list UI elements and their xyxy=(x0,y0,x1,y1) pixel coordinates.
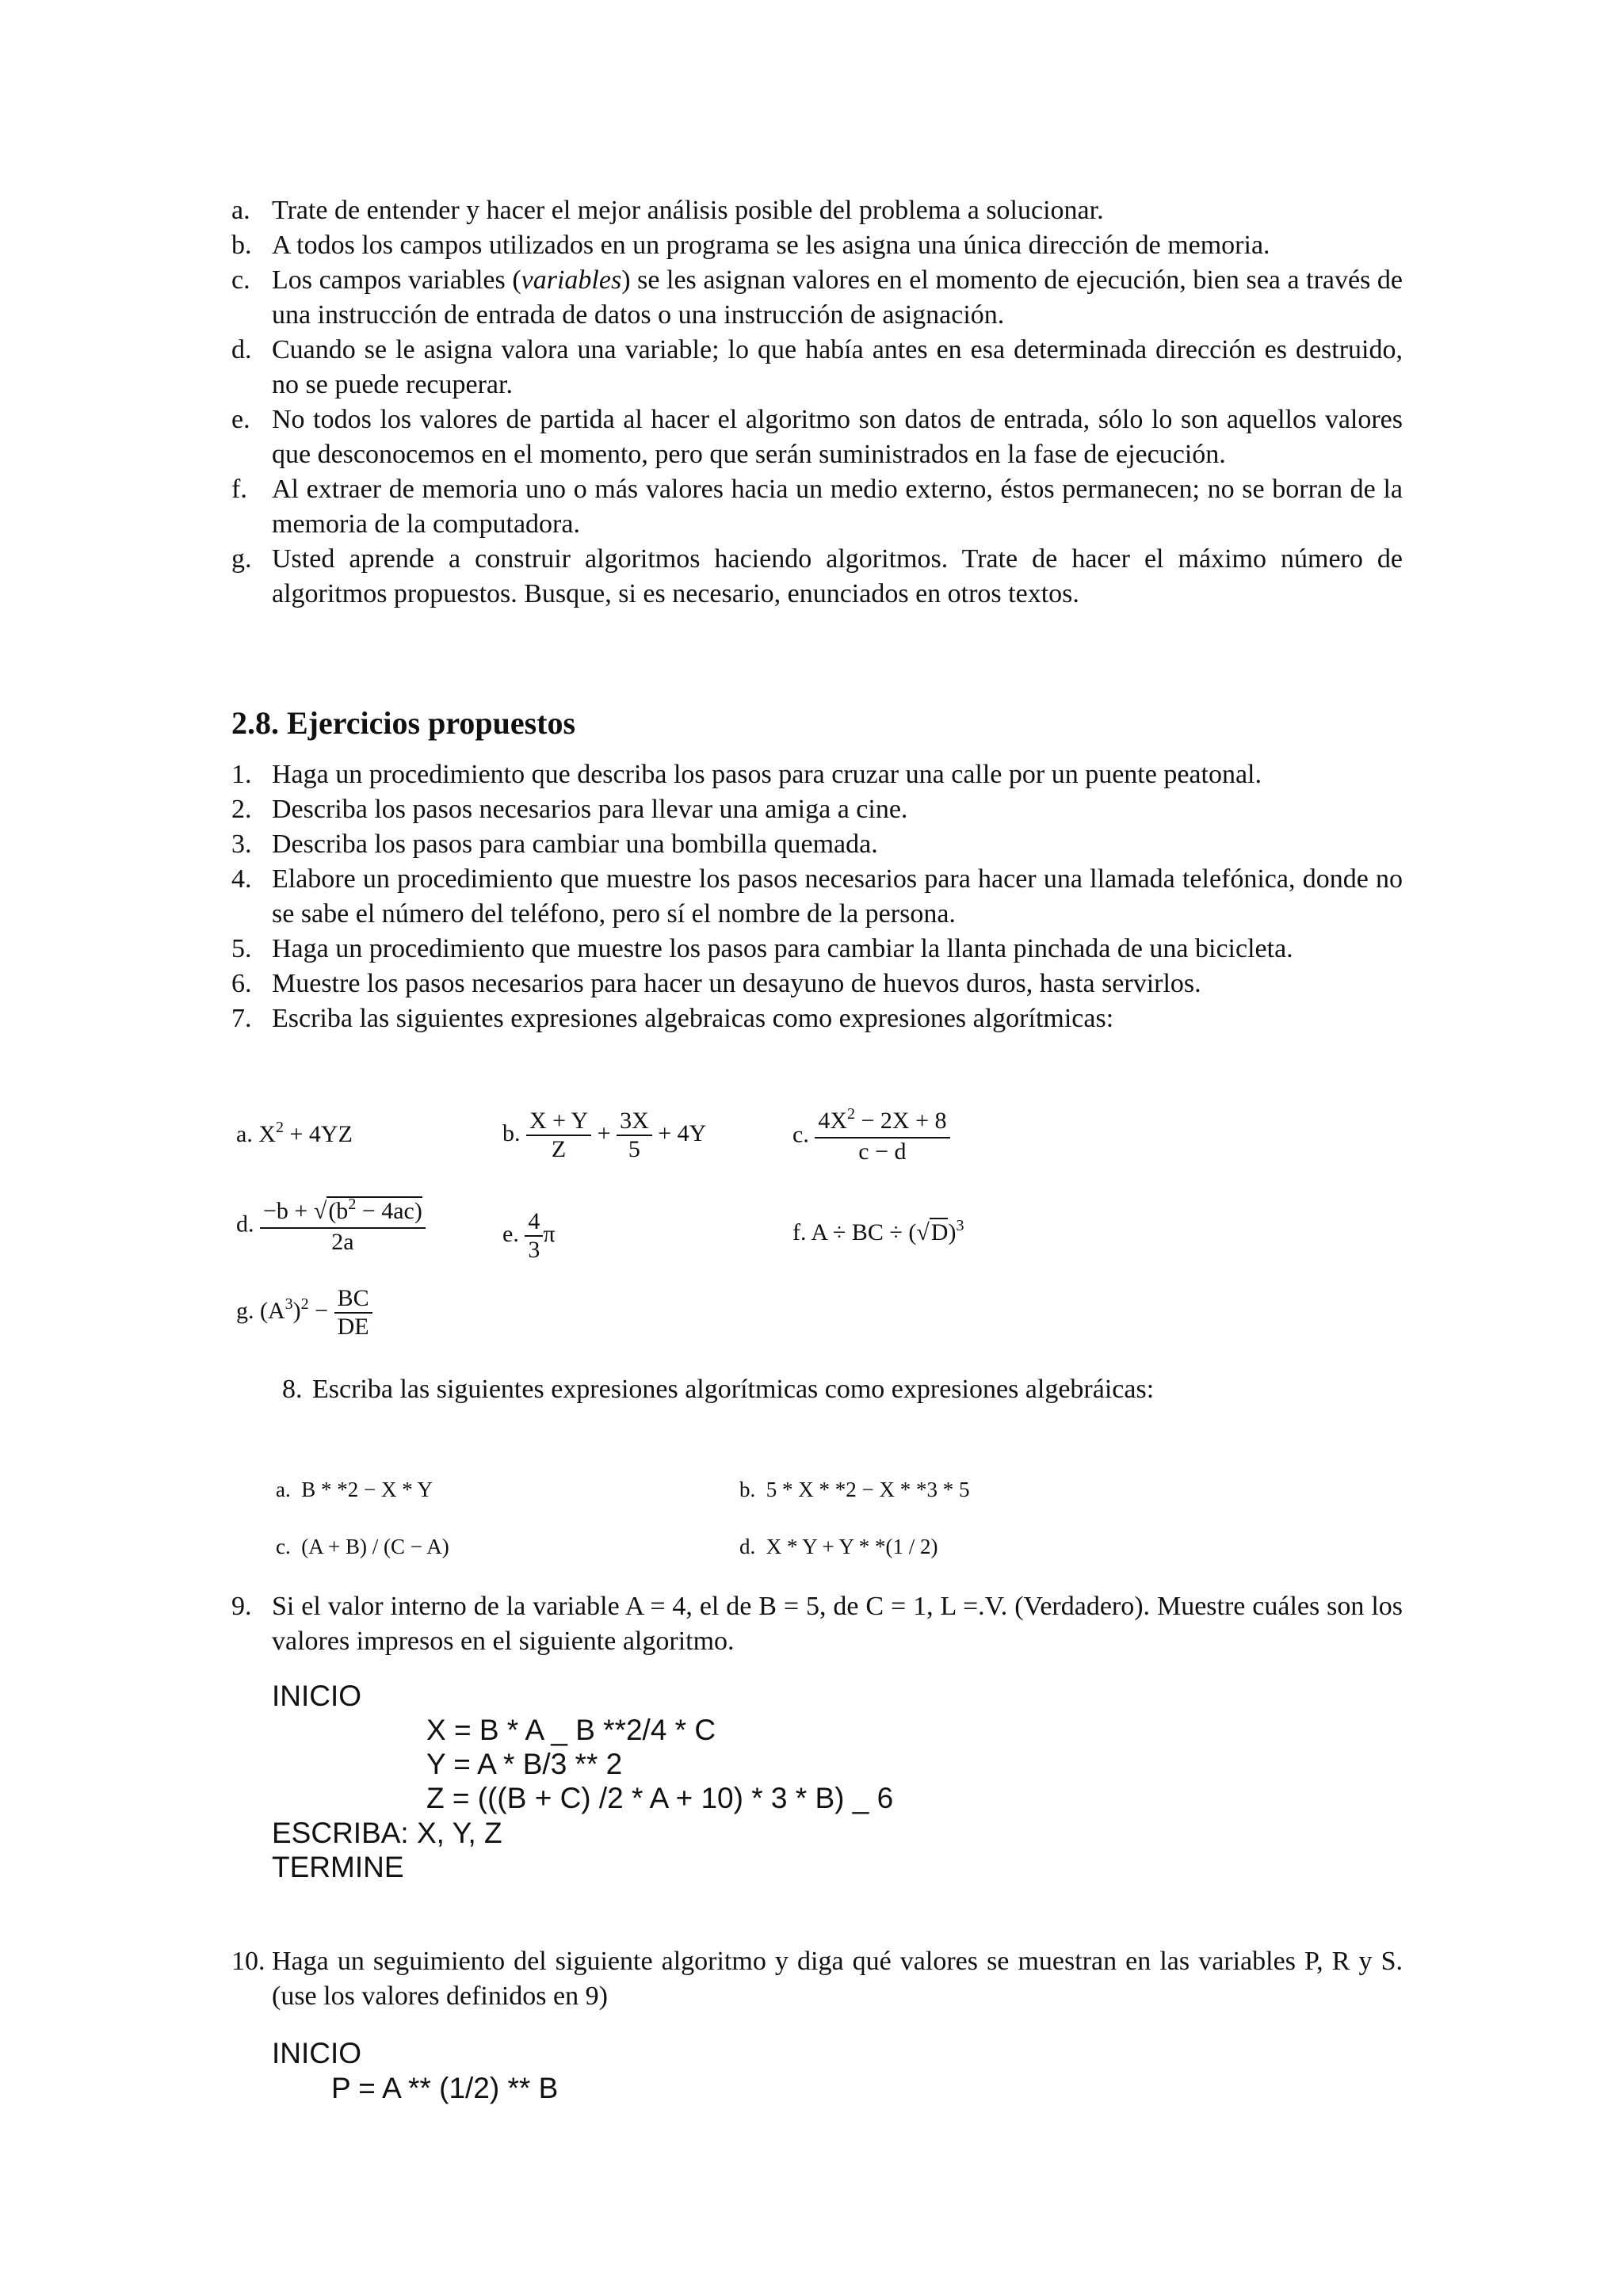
pi-symbol: π xyxy=(543,1220,556,1247)
list-marker: 8. xyxy=(282,1375,303,1404)
list-item xyxy=(231,757,1403,792)
expression-text: + 4YZ xyxy=(289,1121,353,1147)
expression-a xyxy=(236,1121,353,1150)
expression-e xyxy=(502,1208,555,1264)
list-item xyxy=(231,263,1403,333)
list-marker: 1. xyxy=(231,760,252,789)
expression-text: −b + xyxy=(263,1198,314,1224)
expression-label: d. xyxy=(739,1535,756,1558)
list-marker: 5. xyxy=(231,934,252,963)
radicand xyxy=(327,1196,422,1227)
exponent: 2 xyxy=(847,1105,855,1123)
expression-text: − 4ac) xyxy=(356,1198,422,1224)
expression-label: g. xyxy=(236,1297,254,1324)
list-text-emphasis: variables xyxy=(521,265,622,295)
list-text: Usted aprende a construir algoritmos haciendo algoritmos. Trate de hacer el máximo número de algoritmos propuestos. Busque, si es necesario, enunciados en otros textos. xyxy=(272,544,1403,608)
expression-g xyxy=(236,1285,372,1341)
list-text: Haga un procedimiento que describa los pasos para cruzar una calle por un puente peatonal. xyxy=(272,760,1262,789)
fraction xyxy=(617,1108,652,1163)
expression-b xyxy=(502,1108,706,1163)
fraction xyxy=(334,1285,372,1341)
exercise-10 xyxy=(231,1944,1403,2014)
operator: − xyxy=(315,1297,329,1324)
denominator: DE xyxy=(337,1314,369,1340)
list-item xyxy=(231,472,1403,542)
operator: + xyxy=(597,1119,611,1146)
expression-d xyxy=(236,1196,426,1256)
expression-text: (b xyxy=(328,1198,349,1224)
expression-text: ) xyxy=(292,1297,301,1324)
fraction xyxy=(260,1196,426,1256)
list-marker: b. xyxy=(231,231,252,260)
list-marker: 3. xyxy=(231,830,252,859)
radicand: D xyxy=(930,1219,949,1245)
expression-label: d. xyxy=(236,1211,254,1238)
list-text: Los campos variables ( xyxy=(272,265,521,295)
list-item xyxy=(231,193,1403,228)
exponent: 3 xyxy=(956,1217,964,1234)
expression-text: ) xyxy=(948,1219,957,1245)
list-text: Trate de entender y hacer el mejor análisis posible del problema a solucionar. xyxy=(272,196,1104,225)
list-marker: f. xyxy=(231,475,247,504)
expression-label: f. xyxy=(792,1219,807,1245)
radical-icon: √ xyxy=(313,1198,327,1224)
expression-text: B * *2 − X * Y xyxy=(301,1478,433,1501)
expression-text: 4X xyxy=(818,1108,847,1134)
exercise-8 xyxy=(282,1372,1154,1407)
exponent: 2 xyxy=(348,1196,357,1213)
list-item xyxy=(231,542,1403,612)
fraction xyxy=(525,1208,543,1264)
list-item xyxy=(231,1589,1403,1659)
code-line: P = A ** (1/2) ** B xyxy=(331,2072,559,2104)
list-item xyxy=(231,967,1403,1001)
list-marker: 10. xyxy=(231,1947,265,1976)
expression-f xyxy=(792,1218,964,1249)
denominator: c − d xyxy=(858,1138,907,1165)
list-item xyxy=(231,862,1403,932)
expression-text: A ÷ BC ÷ ( xyxy=(811,1219,917,1245)
list-item xyxy=(231,932,1403,967)
expression-label: c. xyxy=(792,1121,809,1148)
expression-text: − 2X + 8 xyxy=(861,1108,947,1134)
list-text: ) se les asignan valores en el momento de ejecución, bien sea a través de una instrucción de entrada de datos o una instrucción de asignación. xyxy=(272,265,1403,330)
list-marker: a. xyxy=(231,196,250,225)
list-text: Muestre los pasos necesarios para hacer un desayuno de huevos duros, hasta servirlos. xyxy=(272,969,1201,998)
list-item xyxy=(231,228,1403,263)
list-text: Escriba las siguientes expresiones algorítmicas como expresiones algebráicas: xyxy=(312,1375,1155,1404)
numerator: BC xyxy=(334,1285,372,1314)
expression-8d xyxy=(739,1533,938,1560)
list-marker: e. xyxy=(231,405,250,434)
numerator: 4 xyxy=(525,1208,543,1237)
fraction xyxy=(526,1108,591,1163)
list-item xyxy=(231,827,1403,862)
list-item xyxy=(231,1001,1403,1036)
code-line: ESCRIBA: X, Y, Z xyxy=(272,1817,502,1849)
list-text: Haga un procedimiento que muestre los pasos para cambiar la llanta pinchada de una bicicleta. xyxy=(272,934,1293,963)
exponent: 2 xyxy=(300,1295,309,1313)
denominator: 3 xyxy=(528,1237,540,1263)
list-text: No todos los valores de partida al hacer el algoritmo son datos de entrada, sólo lo son aquellos valores que desconocemos en el momento, pero que serán suministrados en la fase de ejecución. xyxy=(272,405,1403,469)
code-inicio: INICIO xyxy=(272,1680,362,1712)
radical-icon: √ xyxy=(916,1219,930,1245)
list-text: Describa los pasos necesarios para llevar una amiga a cine. xyxy=(272,795,908,824)
list-text: Escriba las siguientes expresiones algebraicas como expresiones algorítmicas: xyxy=(272,1004,1114,1033)
expression-label: a. xyxy=(236,1121,253,1147)
exercise-list xyxy=(231,757,1403,1036)
code-line: Y = A * B/3 ** 2 xyxy=(426,1748,623,1780)
intro-list xyxy=(231,193,1403,612)
fraction xyxy=(815,1105,949,1165)
expression-label: b. xyxy=(502,1119,521,1146)
denominator: 2a xyxy=(331,1229,354,1255)
expression-text: X * Y + Y * *(1 / 2) xyxy=(766,1535,938,1558)
list-marker: d. xyxy=(231,335,252,364)
code-line: X = B * A _ B **2/4 * C xyxy=(426,1714,716,1746)
code-line: TERMINE xyxy=(272,1851,404,1883)
list-text: A todos los campos utilizados en un programa se les asigna una única dirección de memoria. xyxy=(272,231,1270,260)
expression-text: + 4Y xyxy=(658,1119,707,1146)
list-marker: g. xyxy=(231,544,252,574)
expression-text: (A xyxy=(260,1297,285,1324)
list-text: Haga un seguimiento del siguiente algoritmo y diga qué valores se muestran en las variables P, R y S. (use los valores definidos en 9) xyxy=(272,1947,1403,2011)
list-item xyxy=(231,333,1403,402)
numerator: 3X xyxy=(617,1108,652,1136)
exponent: 2 xyxy=(276,1119,284,1136)
exponent: 3 xyxy=(285,1295,293,1313)
expression-8b xyxy=(739,1476,969,1503)
expression-label: c. xyxy=(276,1535,291,1558)
list-text: Describa los pasos para cambiar una bombilla quemada. xyxy=(272,830,878,859)
expression-label: b. xyxy=(739,1478,756,1501)
list-marker: c. xyxy=(231,265,250,295)
list-item xyxy=(231,402,1403,472)
denominator: 5 xyxy=(628,1136,640,1162)
denominator: Z xyxy=(551,1136,567,1162)
section-title: 2.8. Ejercicios propuestos xyxy=(231,705,576,741)
list-marker: 7. xyxy=(231,1004,252,1033)
list-text: Si el valor interno de la variable A = 4, el de B = 5, de C = 1, L =.V. (Verdadero). Muestre cuáles son los valores impresos en el siguiente algoritmo. xyxy=(272,1592,1403,1656)
list-marker: 4. xyxy=(231,864,252,894)
expression-text: 5 * X * *2 − X * *3 * 5 xyxy=(766,1478,970,1501)
list-marker: 9. xyxy=(231,1592,252,1621)
expression-text: (A + B) / (C − A) xyxy=(301,1535,449,1558)
expression-text: X xyxy=(258,1121,276,1147)
list-item xyxy=(231,792,1403,827)
expression-8a xyxy=(276,1476,433,1503)
list-item xyxy=(231,1944,1403,2014)
expression-label: a. xyxy=(276,1478,291,1501)
list-marker: 2. xyxy=(231,795,252,824)
list-text: Elabore un procedimiento que muestre los pasos necesarios para hacer una llamada telefónica, donde no se sabe el número del teléfono, pero sí el nombre de la persona. xyxy=(272,864,1403,929)
numerator xyxy=(260,1196,426,1229)
exercise-9 xyxy=(231,1589,1403,1659)
expression-label: e. xyxy=(502,1220,519,1247)
numerator: X + Y xyxy=(526,1108,591,1136)
code-line: Z = (((B + C) /2 * A + 10) * 3 * B) _ 6 xyxy=(426,1782,894,1814)
code-inicio: INICIO xyxy=(272,2037,362,2069)
list-text: Al extraer de memoria uno o más valores hacia un medio externo, éstos permanecen; no se borran de la memoria de la computadora. xyxy=(272,475,1403,539)
list-text: Cuando se le asigna valora una variable; lo que había antes en esa determinada dirección es destruido, no se puede recuperar. xyxy=(272,335,1403,399)
numerator xyxy=(815,1105,949,1138)
expression-8c xyxy=(276,1533,449,1560)
list-marker: 6. xyxy=(231,969,252,998)
expression-c xyxy=(792,1105,950,1165)
